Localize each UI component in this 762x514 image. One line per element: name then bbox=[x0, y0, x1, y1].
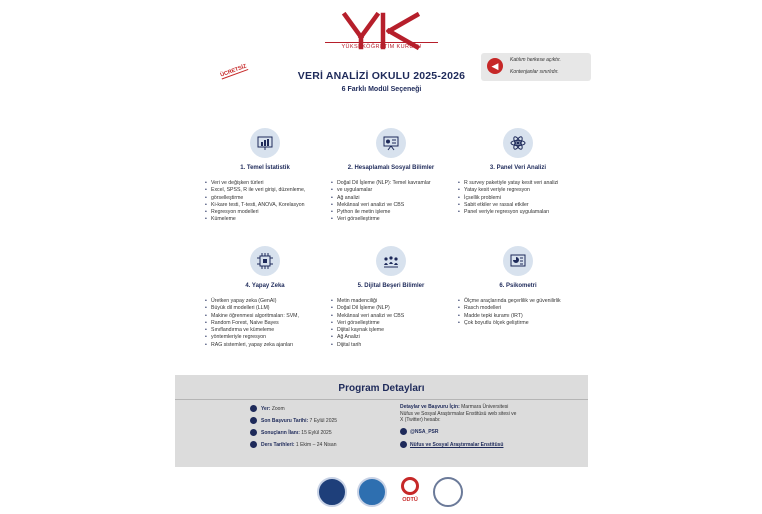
institute-link[interactable] bbox=[400, 441, 503, 448]
list-item: • Excel, SPSS, R ile veri girişi, düzenleme, bbox=[205, 187, 305, 194]
list-item: • İçsellik problemi bbox=[458, 195, 558, 202]
detail-value: 1 Ekim – 24 Nisan bbox=[295, 441, 337, 448]
twitter-handle: @NSA_PSR bbox=[410, 428, 439, 435]
calendar-icon bbox=[250, 417, 257, 424]
people-network-icon bbox=[376, 246, 406, 276]
module-title: 6. Psikometri bbox=[499, 283, 537, 289]
list-item: • Veri görselleştirme bbox=[331, 320, 404, 327]
module-title: 5. Dijital Beşeri Bilimler bbox=[357, 283, 425, 289]
module-items bbox=[331, 298, 404, 349]
list-item: • Sabit etkiler ve rassal etkiler bbox=[458, 202, 558, 209]
notice-line-1: Katılım herkese açıktır. bbox=[510, 57, 561, 63]
institute-name: Nüfus ve Sosyal Araştırmalar Enstitüsü bbox=[410, 441, 504, 448]
poster bbox=[175, 0, 588, 514]
logo-text: YÜKSEKÖĞRETİM KURULU bbox=[341, 44, 422, 50]
module-items bbox=[458, 298, 561, 327]
list-item: • yöntemleriyle regresyon bbox=[205, 334, 299, 341]
detail-row-location bbox=[250, 405, 285, 412]
detail-value: 15 Eylül 2025 bbox=[301, 429, 332, 436]
list-item: • Veri ve değişken türleri bbox=[205, 180, 305, 187]
list-item: • Rasch modelleri bbox=[458, 305, 561, 312]
university-seal-1 bbox=[317, 477, 347, 507]
list-item: • Veri görselleştirme bbox=[331, 216, 431, 223]
apply-text-1: Marmara Üniversitesi bbox=[461, 404, 509, 410]
apply-text-2: Nüfus ve Sosyal Araştırmalar Enstitüsü web sitesi ve bbox=[400, 410, 517, 417]
module-items bbox=[205, 180, 305, 224]
module-title: 4. Yapay Zeka bbox=[245, 283, 285, 289]
list-item: • Makine öğrenmesi algoritmaları: SVM, bbox=[205, 313, 299, 320]
list-item: • Python ile metin işleme bbox=[331, 209, 431, 216]
page-subtitle: 6 Farklı Modül Seçeneği bbox=[341, 86, 422, 93]
bar-chart-icon bbox=[250, 128, 280, 158]
detail-label: Son Başvuru Tarihi: bbox=[261, 417, 309, 424]
module-title: 2. Hesaplamalı Sosyal Bilimler bbox=[347, 165, 435, 171]
apply-label: Detaylar ve Başvuru İçin: bbox=[400, 404, 460, 410]
web-icon bbox=[400, 441, 407, 448]
module-title: 3. Panel Veri Analizi bbox=[489, 165, 547, 171]
notice-box bbox=[481, 53, 591, 81]
list-item: • Büyük dil modelleri (LLM) bbox=[205, 305, 299, 312]
apply-text-3: X (Twitter) hesabı: bbox=[400, 417, 441, 423]
list-item: • Mekânsal veri analizi ve CBS bbox=[331, 313, 404, 320]
list-item: • Ağ Analizi bbox=[331, 334, 404, 341]
detail-row-deadline bbox=[250, 417, 337, 424]
list-item: • Ölçme araçlarında geçerlilik ve güvenilirlik bbox=[458, 298, 561, 305]
list-item: • Metin madenciliği bbox=[331, 298, 404, 305]
list-item: • Yatay kesit veriyle regresyon bbox=[458, 187, 558, 194]
page-title: VERİ ANALİZİ OKULU 2025-2026 bbox=[297, 70, 466, 82]
apply-info bbox=[400, 404, 516, 424]
module-items bbox=[458, 180, 558, 216]
clock-icon bbox=[250, 441, 257, 448]
list-item: • Sınıflandırma ve kümeleme bbox=[205, 327, 299, 334]
detail-row-results bbox=[250, 429, 332, 436]
list-item: • Panel veriyle regresyon uygulamaları bbox=[458, 209, 558, 216]
notice-line-2: Kontenjanlar sınırlıdır. bbox=[510, 69, 559, 75]
megaphone-icon: ◀ bbox=[487, 58, 503, 74]
program-details bbox=[175, 375, 588, 467]
list-item: • Çok boyutlu ölçek geliştirme bbox=[458, 320, 561, 327]
twitter-link[interactable] bbox=[400, 428, 439, 435]
university-seal-4 bbox=[433, 477, 463, 507]
list-item: • Kümeleme bbox=[205, 216, 305, 223]
list-item: • Ağ analizi bbox=[331, 195, 431, 202]
presentation-chart-icon bbox=[376, 128, 406, 158]
list-item: • Ki-kare testi, T-testi, ANOVA, Korelasyon bbox=[205, 202, 305, 209]
list-item: • Random Forest, Naive Bayes bbox=[205, 320, 299, 327]
list-item: • Doğal Dil İşleme (NLP): Temel kavramlar bbox=[331, 180, 431, 187]
detail-value: Zoom bbox=[271, 405, 285, 412]
detail-label: Sonuçların İlanı: bbox=[261, 429, 300, 436]
location-icon bbox=[250, 405, 257, 412]
list-item: • ve uygulamalar bbox=[331, 187, 431, 194]
list-item: • Dijital tarih bbox=[331, 342, 404, 349]
odtu-label: ODTÜ bbox=[402, 497, 418, 503]
list-item: • Dijital kaynak işleme bbox=[331, 327, 404, 334]
module-items bbox=[331, 180, 431, 224]
announcement-icon bbox=[250, 429, 257, 436]
logo-divider bbox=[325, 42, 438, 43]
x-icon bbox=[400, 428, 407, 435]
module-title: 1. Temel İstatistik bbox=[240, 165, 290, 171]
module-items bbox=[205, 298, 299, 349]
pie-chart-icon bbox=[503, 246, 533, 276]
divider bbox=[175, 399, 588, 400]
atom-icon bbox=[503, 128, 533, 158]
details-heading: Program Detayları bbox=[338, 383, 425, 394]
detail-label: Yer: bbox=[261, 405, 271, 412]
list-item: • Regresyon modelleri bbox=[205, 209, 305, 216]
list-item: • RAG sistemleri, yapay zeka ajanları bbox=[205, 342, 299, 349]
list-item: • görselleştirme bbox=[205, 195, 305, 202]
free-badge: ÜCRETSİZ bbox=[219, 63, 248, 79]
chip-icon bbox=[250, 246, 280, 276]
list-item: • Mekânsal veri analizi ve CBS bbox=[331, 202, 431, 209]
detail-label: Ders Tarihleri: bbox=[261, 441, 295, 448]
university-seal-2 bbox=[357, 477, 387, 507]
detail-row-dates bbox=[250, 441, 337, 448]
odtu-ring-icon bbox=[401, 477, 419, 495]
list-item: • Doğal Dil İşleme (NLP) bbox=[331, 305, 404, 312]
odtu-logo bbox=[397, 477, 423, 507]
list-item: • Üretken yapay zeka (GenAI) bbox=[205, 298, 299, 305]
list-item: • R survey paketiyle yatay kesit veri analizi bbox=[458, 180, 558, 187]
detail-value: 7 Eylül 2025 bbox=[309, 417, 338, 424]
list-item: • Madde tepki kuramı (IRT) bbox=[458, 313, 561, 320]
